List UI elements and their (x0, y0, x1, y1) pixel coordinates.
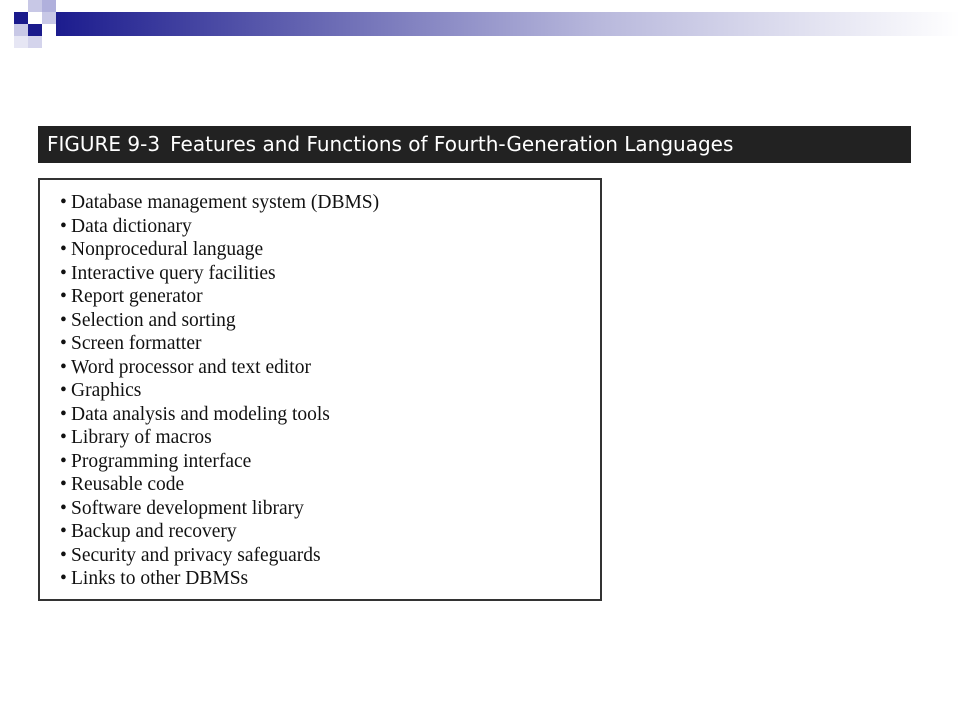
list-item (60, 191, 600, 215)
decor-square (14, 24, 28, 36)
bullet-icon: • (60, 497, 67, 519)
list-item (60, 215, 600, 239)
list-item (60, 544, 600, 568)
figure-title-bar (38, 126, 911, 163)
list-item (60, 497, 600, 521)
list-item-text: Backup and recovery (71, 521, 237, 542)
list-item-text: Programming interface (71, 450, 252, 472)
figure-title: Features and Functions of Fourth-Generation Languages (170, 132, 734, 156)
bullet-icon: • (60, 568, 67, 589)
bullet-icon: • (60, 403, 67, 425)
decor-square (28, 24, 42, 36)
list-item (60, 238, 600, 262)
feature-list (60, 191, 600, 591)
decor-square (42, 0, 56, 12)
slide-header-decoration (0, 0, 960, 60)
bullet-icon: • (60, 333, 67, 354)
bullet-icon: • (60, 521, 67, 542)
decor-square (28, 36, 42, 48)
list-item (60, 426, 600, 450)
list-item (60, 567, 600, 591)
list-item (60, 332, 600, 356)
list-item (60, 403, 600, 427)
bullet-icon: • (60, 239, 67, 260)
list-item (60, 309, 600, 333)
list-item-text: Word processor and text editor (71, 356, 311, 378)
bullet-icon: • (60, 309, 67, 331)
figure-label: FIGURE 9-3 (47, 132, 161, 156)
bullet-icon: • (60, 262, 67, 284)
bullet-icon: • (60, 450, 67, 472)
feature-list-box (38, 178, 602, 601)
bullet-icon: • (60, 380, 67, 401)
list-item (60, 262, 600, 286)
list-item (60, 450, 600, 474)
list-item-text: Reusable code (71, 474, 185, 495)
list-item (60, 520, 600, 544)
list-item-text: Links to other DBMSs (71, 568, 249, 589)
decor-square (42, 12, 56, 24)
list-item (60, 379, 600, 403)
bullet-icon: • (60, 427, 67, 448)
list-item-text: Data dictionary (71, 215, 192, 237)
list-item-text: Database management system (DBMS) (71, 192, 380, 213)
list-item-text: Interactive query facilities (71, 262, 276, 284)
list-item (60, 285, 600, 309)
decor-square (14, 12, 28, 24)
bullet-icon: • (60, 356, 67, 378)
bullet-icon: • (60, 192, 67, 213)
list-item-text: Graphics (71, 380, 142, 401)
list-item-text: Screen formatter (71, 333, 202, 354)
list-item-text: Nonprocedural language (71, 239, 264, 260)
bullet-icon: • (60, 544, 67, 566)
list-item-text: Data analysis and modeling tools (71, 403, 330, 425)
decor-square (14, 36, 28, 48)
list-item-text: Library of macros (71, 427, 212, 448)
list-item (60, 473, 600, 497)
list-item-text: Report generator (71, 286, 203, 307)
bullet-icon: • (60, 286, 67, 307)
decor-square (28, 0, 42, 12)
bullet-icon: • (60, 215, 67, 237)
bullet-icon: • (60, 474, 67, 495)
list-item (60, 356, 600, 380)
list-item-text: Selection and sorting (71, 309, 236, 331)
list-item-text: Security and privacy safeguards (71, 544, 321, 566)
header-gradient-bar (56, 12, 960, 36)
list-item-text: Software development library (71, 497, 304, 519)
